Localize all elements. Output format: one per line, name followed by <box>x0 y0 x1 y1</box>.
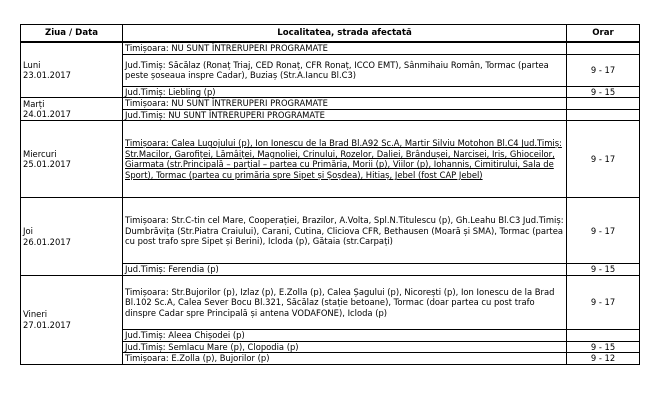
day-date: 27.01.2017 <box>23 319 71 330</box>
location-cell: Jud.Timiș: Ferendia (p) <box>123 264 567 276</box>
location-cell: Jud.Timiș: Semlacu Mare (p), Clopodia (p) <box>123 341 567 353</box>
hours-cell <box>567 109 640 121</box>
hours-cell <box>567 329 640 341</box>
day-date: 23.01.2017 <box>23 70 71 81</box>
location-cell: Jud.Timiș: NU SUNT ÎNTRERUPERI PROGRAMATE <box>123 109 567 121</box>
table-row <box>21 198 640 264</box>
location-cell: Timișoara: Str.C-tin cel Mare, Cooperației, Brazilor, A.Volta, Spl.N.Titulescu (p), Gh.Leahu Bl.C3 Jud.Timiș: Dumbrăvița (Str.Piatra Craiului), Carani, Cutina, Cliciova CFR, Bethausen (Moară și SMA), Tormac (partea cu post trafo spre Sipet și Berini), Icloda (p), Gătaia (str.Carpați) <box>123 198 567 264</box>
hours-cell: 9 - 15 <box>567 264 640 276</box>
hours-cell: 9 - 15 <box>567 86 640 98</box>
day-cell <box>21 42 123 98</box>
header-hours: Orar <box>567 25 640 43</box>
day-cell <box>21 198 123 276</box>
hours-cell: 9 - 12 <box>567 353 640 365</box>
location-cell: Jud.Timiș: Săcălaz (Ronaț Triaj, CED Ronaț, CFR Ronaț, ICCO EMT), Sânmihaiu Român, Tormac (partea peste șoseaua inspre Cadar), Buziaș (Str.A.Iancu Bl.C3) <box>123 54 567 86</box>
day-name: Vineri <box>23 309 48 320</box>
day-date: 26.01.2017 <box>23 236 71 247</box>
hours-cell <box>567 98 640 110</box>
day-cell <box>21 275 123 364</box>
table-row <box>21 275 640 329</box>
header-day-date: Ziua / Data <box>21 25 123 43</box>
hours-cell: 9 - 15 <box>567 341 640 353</box>
location-cell: Timișoara: E.Zolla (p), Bujorilor (p) <box>123 353 567 365</box>
day-date: 24.01.2017 <box>23 109 71 120</box>
location-cell: Jud.Timiș: Aleea Chișodei (p) <box>123 329 567 341</box>
table-row <box>21 42 640 54</box>
header-row <box>21 25 640 43</box>
location-cell: Timișoara: Str.Bujorilor (p), Izlaz (p), E.Zolla (p), Calea Șagului (p), Nicorești (p), Ion Ionescu de la Brad Bl.102 Sc.A, Calea Sever Bocu Bl.321, Săcălaz (stație betoane), Tormac (doar partea cu post trafo dinspre Cadar spre Principală și antena VODAFONE), Icloda (p) <box>123 275 567 329</box>
location-cell: Timișoara: NU SUNT ÎNTRERUPERI PROGRAMATE <box>123 42 567 54</box>
day-cell <box>21 121 123 198</box>
day-date: 25.01.2017 <box>23 159 71 170</box>
table-row <box>21 121 640 198</box>
day-cell <box>21 98 123 121</box>
table-row <box>21 98 640 110</box>
location-cell: Timișoara: Calea Lugojului (p), Ion Ionescu de la Brad Bl.A92 Sc.A, Martir Silviu Motohon Bl.C4 Jud.Timiș: Str.Macilor, Garofiței, Lămâiței, Magnoliei, Crinului, Rozelor, Daliei, Brândușei, Narcisei, Iris, Ghioceilor, Giarmata (str.Principală – parțial – partea cu Primăria, Morii (p), Viilor (p), Iohannis, Cimitirului, Sala de Sport), Tormac (partea cu primăria spre Sipet și Șoșdea), Hitiaș, Jebel (fost CAP Jebel) <box>123 121 567 198</box>
day-name: Marți <box>23 98 45 109</box>
day-name: Miercuri <box>23 148 57 159</box>
hours-cell: 9 - 17 <box>567 198 640 264</box>
hours-cell: 9 - 17 <box>567 54 640 86</box>
day-name: Joi <box>23 226 33 237</box>
hours-cell: 9 - 17 <box>567 121 640 198</box>
location-cell: Jud.Timiș: Liebling (p) <box>123 86 567 98</box>
day-name: Luni <box>23 59 41 70</box>
location-cell: Timișoara: NU SUNT ÎNTRERUPERI PROGRAMATE <box>123 98 567 110</box>
hours-cell <box>567 42 640 54</box>
hours-cell: 9 - 17 <box>567 275 640 329</box>
header-location: Localitatea, strada afectată <box>123 25 567 43</box>
outage-schedule-table <box>20 24 640 365</box>
